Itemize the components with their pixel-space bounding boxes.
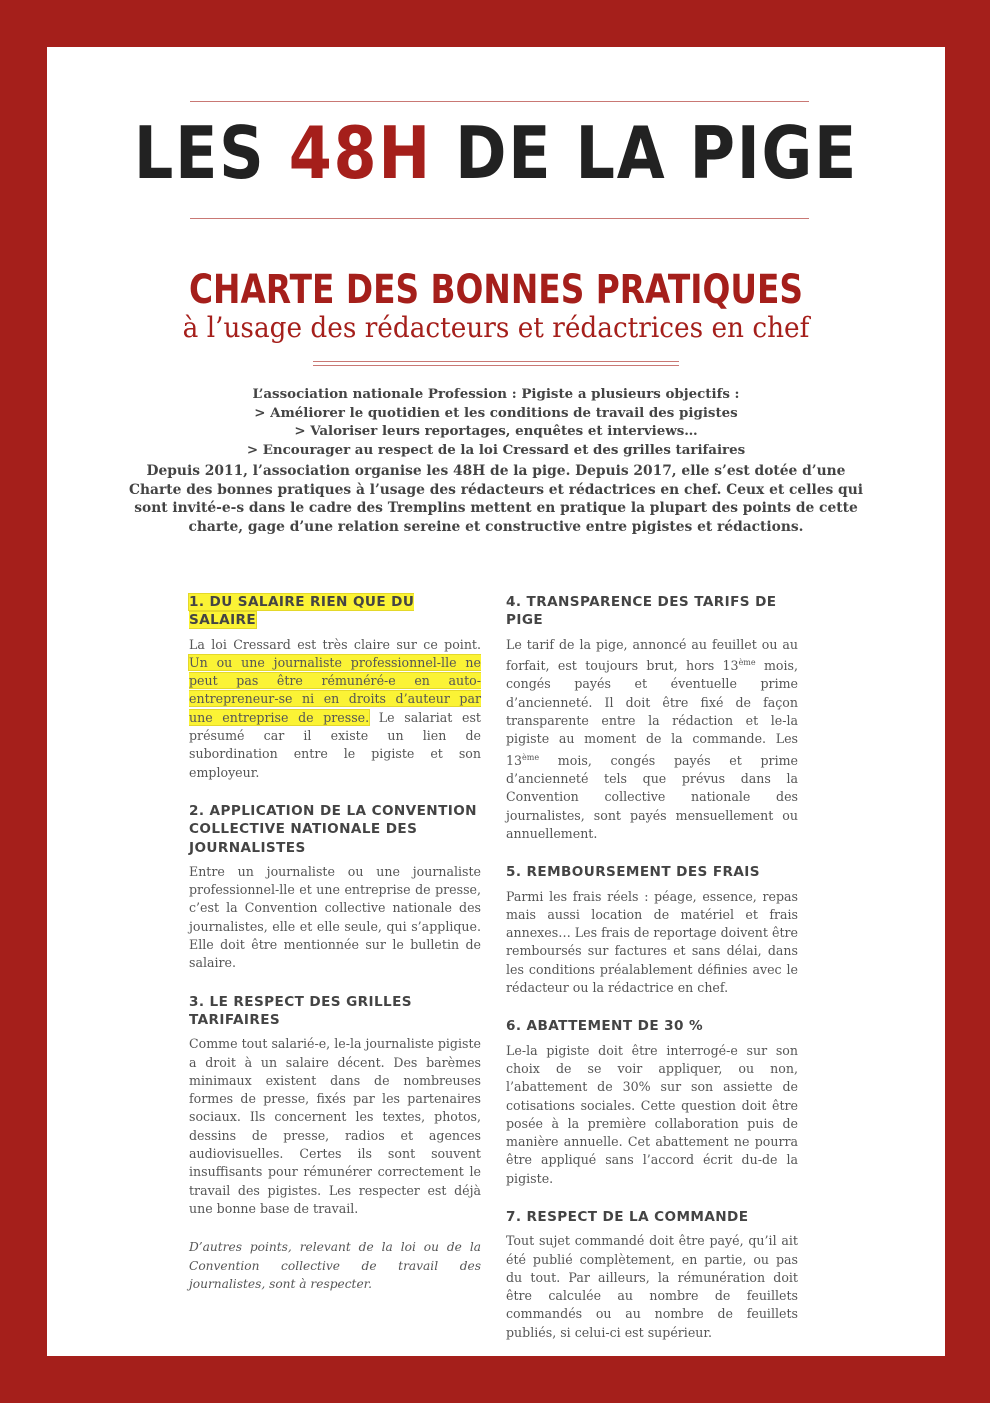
right-column bbox=[506, 593, 798, 1362]
section-4-title: 4. TRANSPARENCE DES TARIFS DE PIGE bbox=[506, 594, 777, 629]
section-4-body-a: Le tarif de la pige, annoncé au feuillet ou au forfait, est toujours brut, hors 13 bbox=[506, 636, 798, 674]
section-5-body: Parmi les frais réels : péage, essence, repas mais aussi location de matériel et frais annexes… Les frais de reportage doivent être remboursés sur factures et sans délai, dans les conditions préalablement définies avec le rédacteur ou la rédactrice en chef. bbox=[506, 888, 798, 996]
section-6-body: Le-la pigiste doit être interrogé-e sur son choix de se voir appliquer, ou non, l’abattement de 30% sur son assiette de cotisations sociales. Cette question doit être posée à la première collaboration puis de manière annuelle. Cet abattement ne pourra être appliqué sans l’accord écrit du-de la pigiste. bbox=[506, 1042, 798, 1186]
section-6-title: 6. ABATTEMENT DE 30 % bbox=[506, 1018, 704, 1035]
charte-title: CHARTE DES BONNES PRATIQUES bbox=[188, 267, 804, 313]
section-1-body-start: La loi Cressard est très claire sur ce point. bbox=[189, 636, 481, 652]
section-3-body: Comme tout salarié-e, le-la journaliste pigiste a droit à un salaire décent. Des barèmes minimaux existent dans de nombreuses formes de presse, fixés par les partenaires sociaux. Ils concernent les textes, photos, dessins de presse, radios et agences audiovisuelles. Certes ils sont souvent insuffisants pour rémunérer correctement le travail des pigistes. Les respecter est déjà une bonne base de travail. bbox=[189, 1036, 481, 1216]
title-accent: 48H bbox=[288, 111, 432, 195]
title-part-1: LES bbox=[133, 111, 289, 195]
section-1-body-highlight: Un ou une journaliste professionnel-lle ne peut pas être rémunéré-e en auto-entrepreneur-se ni en droits d’auteur par une entreprise de presse. bbox=[189, 654, 481, 725]
intro-line: > Améliorer le quotidien et les conditions de travail des pigistes bbox=[254, 404, 738, 421]
charte-subtitle: à l’usage des rédacteurs et rédactrices en chef bbox=[182, 311, 810, 344]
subtitle-divider-bottom bbox=[313, 365, 679, 366]
title-bottom-rule bbox=[190, 218, 809, 219]
section-7-body: Tout sujet commandé doit être payé, qu’il ait été publié complètement, en partie, ou pas du tout. Par ailleurs, la rémunération doit être calculée au nombre de feuillets commandés ou au nombre de feuillets publiés, si celui-ci est supérieur. bbox=[506, 1233, 798, 1340]
closing-note: D’autres points, relevant de la loi ou de la Convention collective de travail des journalistes, sont à respecter. bbox=[189, 1240, 481, 1291]
section-5 bbox=[506, 863, 798, 997]
section-1 bbox=[189, 593, 481, 782]
section-2-body: Entre un journaliste ou une journaliste professionnel-lle et une entreprise de presse, c’est la Convention collective nationale des journalistes, elle et elle seule, qui s’applique. Elle doit être mentionnée sur le bulletin de salaire. bbox=[189, 863, 481, 971]
section-1-title-text: 1. DU SALAIRE RIEN QUE DU SALAIRE bbox=[189, 594, 415, 629]
section-4-sup-2: ème bbox=[522, 752, 540, 762]
section-2 bbox=[189, 802, 481, 973]
section-4-body-c: mois, congés payés et prime d’ancienneté tels que prévus dans la Convention collective nationale des journalistes, sont payés mensuellement ou annuellement. bbox=[506, 752, 798, 841]
document-page bbox=[47, 47, 945, 1356]
left-column bbox=[189, 593, 481, 1293]
section-1-title bbox=[189, 593, 481, 630]
section-4-sup: ème bbox=[738, 657, 756, 667]
intro-line: L’association nationale Profession : Pigiste a plusieurs objectifs : bbox=[252, 386, 740, 402]
intro-line: > Encourager au respect de la loi Cressard et des grilles tarifaires bbox=[246, 441, 746, 458]
section-4 bbox=[506, 593, 798, 843]
intro-paragraph: Depuis 2011, l’association organise les 48H de la pige. Depuis 2017, elle s’est dotée d’une Charte des bonnes pratiques à l’usage des rédacteurs et rédactrices en chef. Ceux et celles qui sont invité-e-s dans le cadre des Tremplins mettent en pratique la plupart des points de cette charte, gage d’une relation sereine et constructive entre pigistes et rédactions. bbox=[129, 463, 863, 535]
main-title bbox=[110, 113, 882, 193]
subtitle-divider-top bbox=[313, 361, 679, 362]
section-2-title: 2. APPLICATION DE LA CONVENTION COLLECTIVE NATIONALE DES JOURNALISTES bbox=[189, 802, 477, 856]
intro-line: > Valoriser leurs reportages, enquêtes et interviews… bbox=[294, 423, 698, 439]
section-3-title: 3. LE RESPECT DES GRILLES TARIFAIRES bbox=[189, 993, 412, 1028]
title-part-2: DE LA PIGE bbox=[431, 111, 859, 195]
section-3 bbox=[189, 993, 481, 1219]
section-7-title: 7. RESPECT DE LA COMMANDE bbox=[506, 1208, 749, 1225]
intro-block bbox=[127, 385, 865, 536]
section-6 bbox=[506, 1017, 798, 1188]
section-1-body bbox=[189, 636, 481, 782]
section-4-body-b: mois, congés payés et éventuelle prime d’ancienneté. Il doit être fixé de façon transparente entre la rédaction et le-la pigiste au moment de la commande. Les 13 bbox=[506, 658, 798, 768]
section-4-body bbox=[506, 636, 798, 844]
section-5-title: 5. REMBOURSEMENT DES FRAIS bbox=[506, 864, 760, 881]
section-1-body-end: Le salariat est présumé car il existe un lien de subordination entre le pigiste et son employeur. bbox=[189, 709, 481, 780]
section-7 bbox=[506, 1208, 798, 1342]
title-top-rule bbox=[190, 101, 809, 102]
